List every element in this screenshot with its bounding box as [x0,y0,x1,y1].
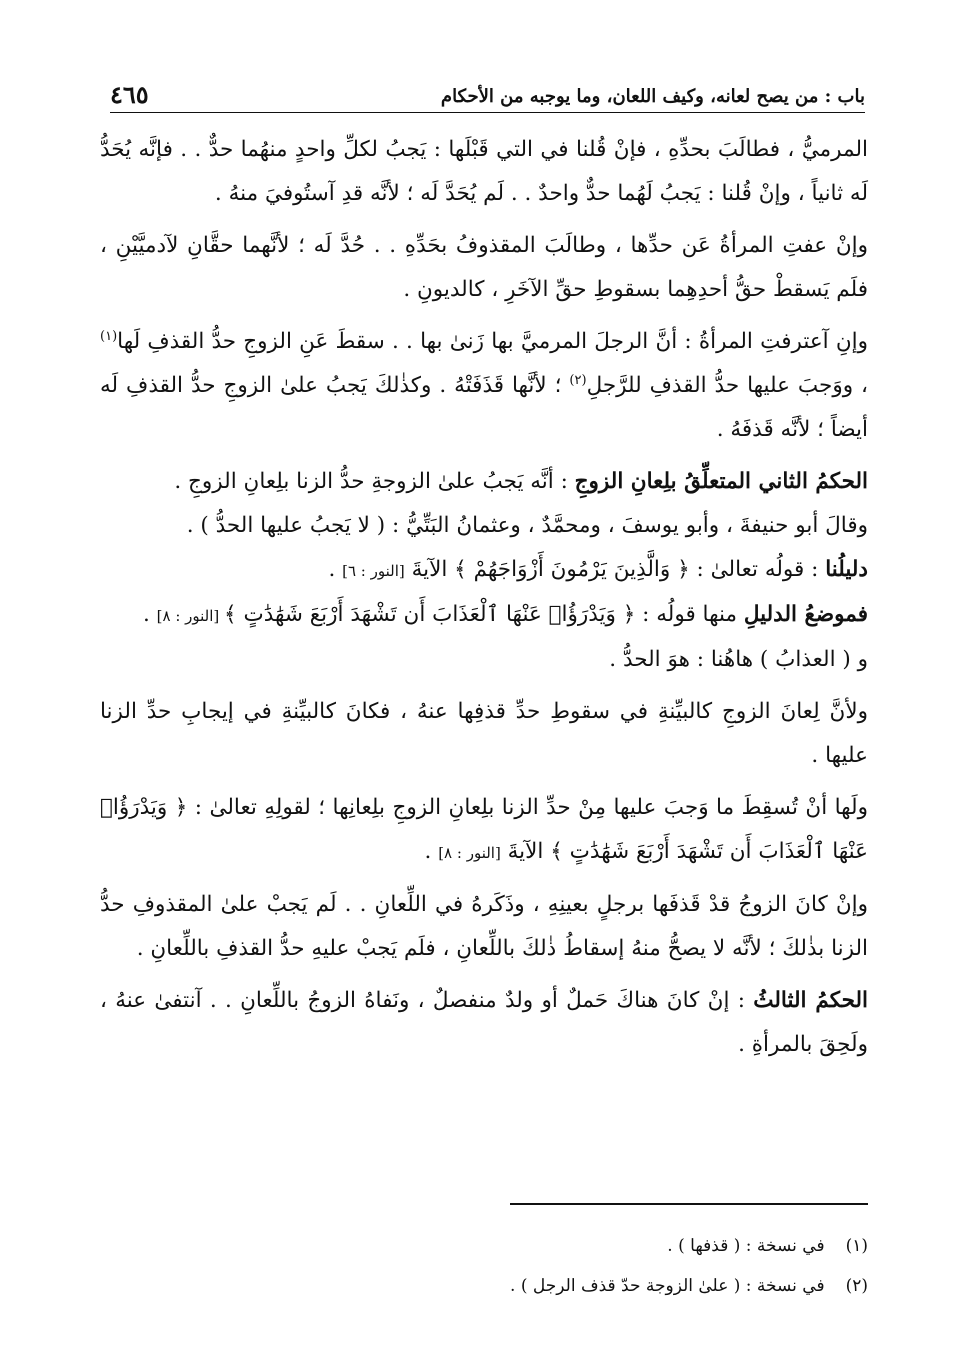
evidence-point-heading: فموضعُ الدليلِ [743,602,868,627]
paragraph-11-text: : إنْ كانَ هناكَ حَملٌ أو ولدٌ منفصلٌ ، ونَفاهُ الزوجُ باللِّعانِ . . آنتفىٰ عنهُ ، ولَحِقَ بالمرأةِ . [100,988,868,1057]
paragraph-7b: و ( العذابُ ) هاهُنا : هوَ الحدُّ . [609,647,868,672]
footnote-number: (١) [845,1236,868,1256]
paragraph-3 [100,320,868,452]
verse-citation-1: [النور : ٦] [342,562,405,580]
footnote-1 [140,1226,868,1266]
paragraph-9-aya: الآيةَ [500,839,551,864]
paragraph-6-end: . [328,557,343,582]
footnote-ref-1[interactable]: (١) [100,328,118,344]
paragraph-9 [100,786,868,875]
paragraph-3-text-c: ؛ لأنَّها قَذَفَتْهُ . وكذٰلكَ يَجبُ علىٰ الزوجِ حدُّ القذفِ لَه أيضاً ؛ لأنَّه قَذفَهُ . [100,373,868,442]
paragraph-6-aya: الآيةَ [404,557,455,582]
paragraph-9-text: ولَها أنْ تُسقِطَ ما وَجبَ عليها مِنْ حدِّ الزنا بلِعانِ الزوجِ بلِعانِها ؛ لقولِهِ تعالىٰ : [187,795,868,820]
paragraph-6 [100,548,868,593]
paragraph-4 [100,460,868,504]
paragraph-11 [100,979,868,1067]
quran-verse-2: ﴿ وَيَدْرَؤُا۟ عَنْهَا ٱلْعَذَابَ أَن تَشْهَدَ أَرْبَعَ شَهَٰدَٰتٍ ﴾ [224,602,636,627]
running-title: باب : من يصح لعانه، وكيف اللعان، وما يوجبه من الأحكام [440,86,865,107]
paragraph-8: ولأنَّ لِعانَ الزوجِ كالبيِّنةِ في سقوطِ حدِّ قذفِها عنهُ ، فكانَ كالبيِّنةِ في إيجابِ حدِّ الزنا عليها . [100,699,868,768]
footnotes [140,1226,868,1306]
verse-citation-2: [النور : ٨] [156,607,225,625]
footnote-2 [140,1266,868,1306]
paragraph-1: المرميُّ ، فطالَبَ بحدِّهِ ، فإنْ قُلنا في التي قَبْلَها : يَجبُ لكلِّ واحدٍ منهُما حدٌّ . . فإنَّه يُحَدُّ لَه ثانياً ، وإنْ قُلنا : يَجبُ لَهُما حدٌّ واحدٌ . . لَم يُحَدَّ لَه ؛ لأنَّه قدِ آستُوفيَ منهُ . [100,137,868,206]
paragraph-3-text-b: ، ووَجبَ عليها حدُّ القذفِ للرَّجلِ [586,373,868,398]
second-ruling-heading: الحكمُ الثاني المتعلِّقُ بلِعانِ الزوجِ [574,469,868,494]
evidence-heading: دليلُنا [825,557,868,582]
footnote-text: في نسخة : ( قذفها ) . [667,1236,825,1256]
paragraph-10: وإنْ كانَ الزوجُ قدْ قَذفَها برجلٍ بعينِهِ ، وذَكَرهُ في اللِّعانِ . . لَم يَجبْ علىٰ المقذوفِ حدُّ الزنا بذٰلكَ ؛ لأنَّه لا يصحُّ منهُ إسقاطُ ذٰلكَ باللِّعانِ ، فلَم يَجبْ عليهِ حدُّ القذفِ باللِّعانِ . [100,892,868,961]
paragraph-2: وإنْ عفتِ المرأةُ عَن حدِّها ، وطالَبَ المقذوفُ بحَدِّهِ . . حُدَّ لَه ؛ لأنَّهما حقَّانِ لآدميَّيْنِ ، فلَم يَسقطْ حقُّ أحدِهِما بسقوطِ حقِّ الآخَرِ ، كالديونِ . [100,233,868,302]
footnote-number: (٢) [845,1276,868,1296]
verse-citation-3: [النور : ٨] [438,844,501,862]
paragraph-4-text: : أنَّه يَجبُ علىٰ الزوجةِ حدُّ الزنا بلِعانِ الزوجِ . [174,469,575,494]
paragraph-7 [100,593,868,638]
paragraph-7-end: . [142,602,157,627]
footnote-divider [510,1203,868,1205]
paragraph-6-text: : قولُه تعالىٰ : [689,557,826,582]
page-header [110,78,865,113]
paragraph-7-text: منها قولُه : [635,602,744,627]
paragraph-9-end: . [424,839,439,864]
paragraph-3-text-a: وإنِ آعترفتِ المرأةُ : أنَّ الرجلَ المرميَّ بها زَنىٰ بها . . سقطَ عَنِ الزوجِ حدُّ القذفِ لَها [117,329,868,354]
third-ruling-heading: الحكمُ الثالثُ [753,988,869,1013]
page-number: ٤٦٥ [110,80,149,109]
main-text [100,128,868,1075]
paragraph-5: وقالَ أبو حنيفةَ ، وأبو يوسفَ ، ومحمَّدٌ ، وعثمانُ البَتِّيُّ : ( لا يَجبُ عليها الحدُّ ) . [186,513,868,538]
footnote-text: في نسخة : ( علىٰ الزوجة حدّ قذف الرجل ) . [510,1276,825,1296]
quran-verse-3: ﴿ وَيَدْرَؤُا۟ عَنْهَا ٱلْعَذَابَ أَن تَشْهَدَ أَرْبَعَ شَهَٰدَٰتٍ ﴾ [100,795,868,864]
quran-verse-1: ﴿ وَالَّذِينَ يَرْمُونَ أَزْوَاجَهُمْ ﴾ [454,557,690,582]
footnote-ref-2[interactable]: (٢) [569,372,587,388]
